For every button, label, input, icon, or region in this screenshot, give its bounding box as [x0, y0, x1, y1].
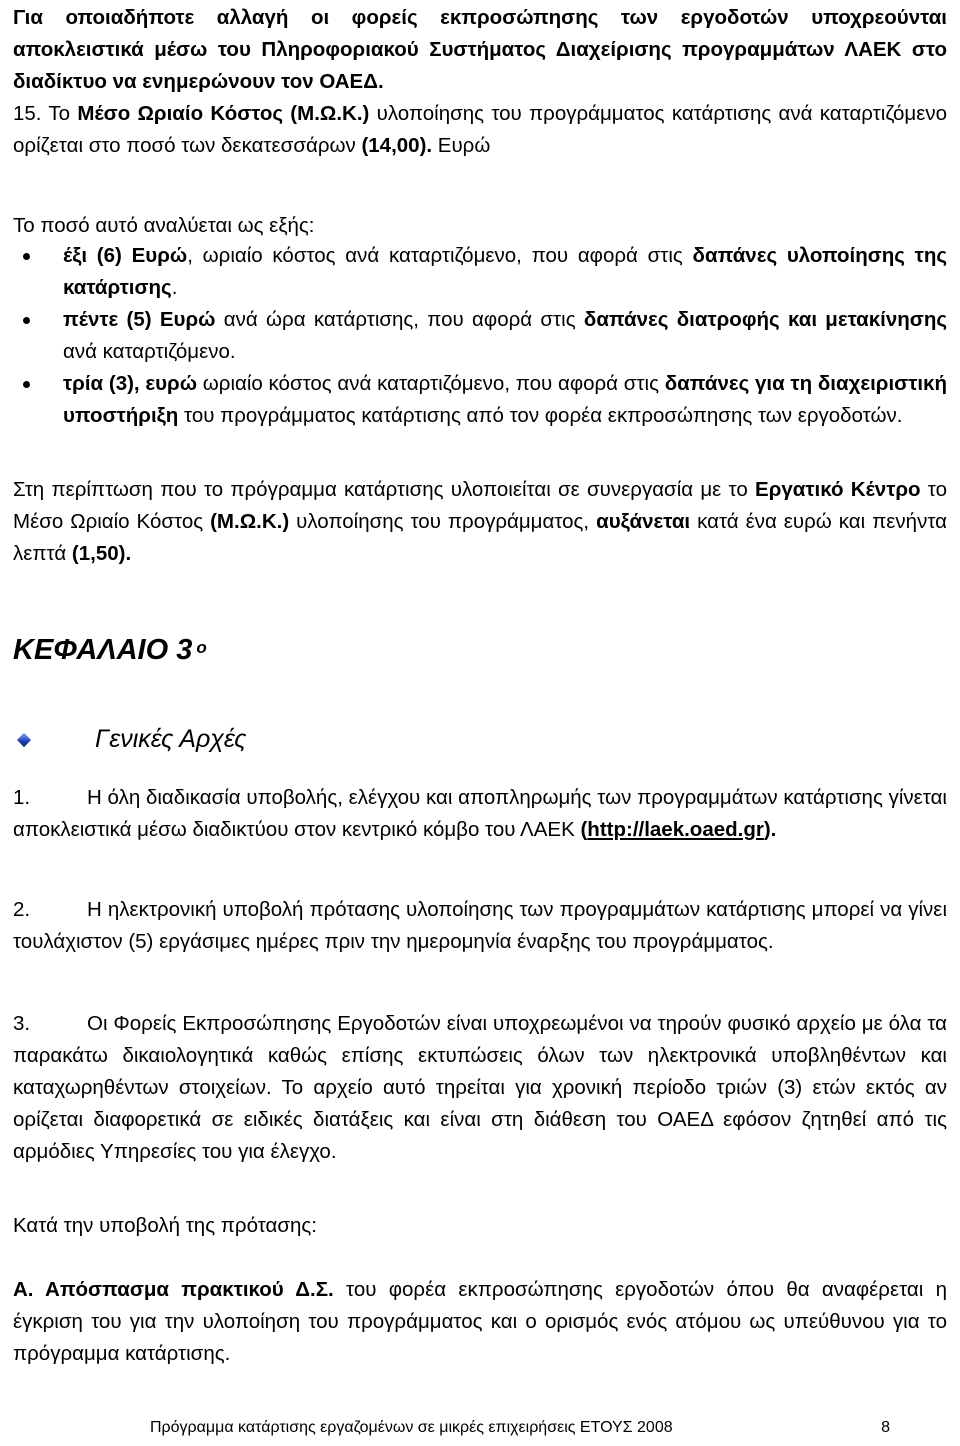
union-increase: αυξάνεται [596, 510, 691, 533]
bullet-2-text: ανά ώρα κατάρτισης, που αφορά στις [215, 308, 584, 331]
p15-mok: Μέσο Ωριαίο Κόστος (Μ.Ω.Κ.) [77, 102, 370, 125]
item-3 [13, 1008, 947, 1168]
bullet-1-amount: έξι (6) Ευρώ [63, 244, 188, 267]
item-a-label: Α. Απόσπασμα πρακτικού Δ.Σ. [13, 1278, 334, 1301]
list-item [13, 240, 947, 304]
submission-heading-text: Κατά την υποβολή της πρότασης: [13, 1214, 317, 1237]
item-2 [13, 894, 947, 958]
footer-text: Πρόγραμμα κατάρτισης εργαζομένων σε μικρές επιχειρήσεις ΕΤΟΥΣ 2008 [150, 1419, 673, 1436]
bullet-2-end: ανά καταρτιζόμενο. [63, 340, 236, 363]
bullet-3-end: του προγράμματος κατάρτισης από τον φορέα εκπροσώπησης των εργοδοτών. [178, 404, 903, 427]
item-a-text: του φορέα εκπροσώπησης εργοδοτών όπου θα αναφέρεται η έγκριση του για την υλοποίηση του προγράμματος και ο ορισμός ενός ατόμου ως υπεύθυνου για το πρόγραμμα κατάρτισης. [13, 1278, 947, 1365]
paragraph-15 [13, 98, 947, 162]
p15-currency: Ευρώ [432, 134, 491, 157]
diamond-bullet-icon [17, 733, 31, 747]
bullet-icon [23, 317, 30, 324]
bullet-3-category: δαπάνες για τη διαχειριστική υποστήριξη [63, 372, 948, 427]
union-mok: (Μ.Ω.Κ.) [210, 510, 290, 533]
cost-breakdown-list [13, 240, 947, 432]
page-footer [150, 1416, 890, 1440]
item-1-close: ). [763, 818, 777, 841]
p15-amount: (14,00). [361, 134, 433, 157]
union-labour-centre: Εργατικό Κέντρο [755, 478, 921, 501]
item-3-number: 3. [13, 1012, 31, 1035]
item-3-text: Οι Φορείς Εκπροσώπησης Εργοδοτών είναι υποχρεωμένοι να τηρούν φυσικό αρχείο με όλα τα παρακάτω δικαιολογητικά καθώς επίσης εκτυπώσεις όλων των ηλεκτρονικά υποβληθέντων και καταχωρηθέντων στοιχείων. Το αρχείο αυτό τηρείται για χρονική περίοδο τριών (3) ετών εκτός αν ορίζεται διαφορετικά σε ειδικές διατάξεις και είναι στη διάθεση του ΟΑΕΔ εφόσον ζητηθεί από τις αρμόδιες Υπηρεσίες του για έλεγχο. [13, 1012, 947, 1163]
item-1-number: 1. [13, 786, 31, 809]
union-paragraph [13, 474, 947, 570]
item-1-text: Η όλη διαδικασία υποβολής, ελέγχου και αποπληρωμής των προγραμμάτων κατάρτισης γίνεται αποκλειστικά μέσω διαδικτύου στον κεντρικό κόμβο του ΛΑΕΚ [13, 786, 947, 841]
bullet-2-category: δαπάνες διατροφής και μετακίνησης [583, 308, 948, 331]
bullet-icon [23, 381, 30, 388]
list-item [13, 368, 947, 432]
breakdown-heading [13, 210, 947, 242]
chapter-superscript: ο [196, 638, 207, 657]
item-1 [13, 782, 947, 846]
chapter-title: ΚΕΦΑΛΑΙΟ 3 [13, 634, 193, 666]
union-text-4: κατά ένα ευρώ και πενήντα λεπτά [13, 510, 947, 565]
intro-paragraph [13, 2, 947, 98]
intro-text: Για οποιαδήποτε αλλαγή οι φορείς εκπροσώπησης των εργοδοτών υποχρεούνται αποκλειστικά μέσω του Πληροφοριακού Συστήματος Διαχείρισης προγραμμάτων ΛΑΕΚ στο διαδίκτυο να ενημερώνουν τον ΟΑΕΔ. [13, 6, 947, 93]
laek-link[interactable]: http://laek.oaed.gr [587, 818, 764, 841]
bullet-3-amount: τρία (3), ευρώ [63, 372, 198, 395]
union-amount: (1,50). [71, 542, 132, 565]
bullet-3-text: ωριαίο κόστος ανά καταρτιζόμενο, που αφορά στις [197, 372, 665, 395]
bullet-2-amount: πέντε (5) Ευρώ [63, 308, 216, 331]
p15-body: υλοποίησης του προγράμματος κατάρτισης ανά καταρτιζόμενο ορίζεται στο ποσό των δεκατεσσάρων [13, 102, 947, 157]
submission-heading [13, 1210, 947, 1242]
bullet-1-category: δαπάνες υλοποίησης της κατάρτισης [63, 244, 948, 299]
union-text-2: το Μέσο Ωριαίο Κόστος [13, 478, 948, 533]
item-2-text: Η ηλεκτρονική υποβολή πρότασης υλοποίησης των προγραμμάτων κατάρτισης μπορεί να γίνει τουλάχιστον (5) εργάσιμες ημέρες πριν την ημερομηνία έναρξης του προγράμματος. [13, 898, 947, 953]
bullet-1-end: . [171, 276, 178, 299]
item-2-number: 2. [13, 898, 31, 921]
page-number: 8 [881, 1419, 890, 1436]
item-a [13, 1274, 947, 1370]
union-text-3: υλοποίησης του προγράμματος, [289, 510, 597, 533]
p15-prefix: 15. Το [13, 102, 78, 125]
union-text-1: Στη περίπτωση που το πρόγραμμα κατάρτισης υλοποιείται σε συνεργασία με το [13, 478, 756, 501]
section-title: Γενικές Αρχές [95, 725, 247, 753]
section-heading [13, 720, 413, 760]
item-1-open-paren: ( [580, 818, 588, 841]
bullet-1-text: , ωριαίο κόστος ανά καταρτιζόμενο, που αφορά στις [187, 244, 693, 267]
chapter-heading [13, 630, 207, 674]
breakdown-heading-text: Το ποσό αυτό αναλύεται ως εξής: [13, 214, 315, 237]
bullet-icon [23, 253, 30, 260]
list-item [13, 304, 947, 368]
